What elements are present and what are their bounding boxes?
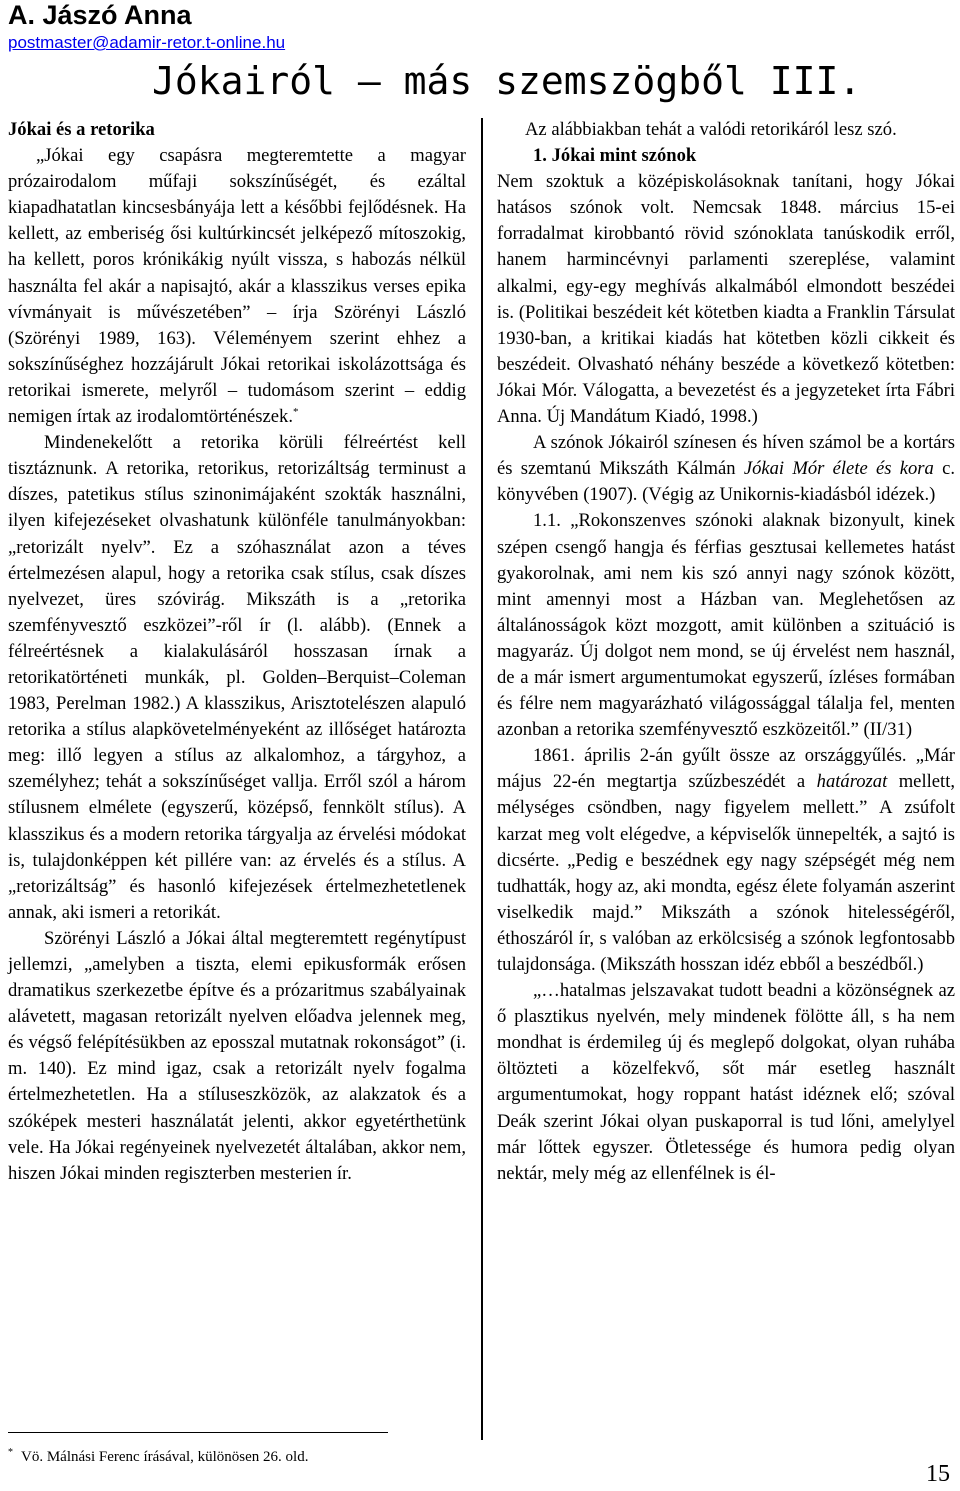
paragraph: Az alábbiakban tehát a valódi retorikáról lesz szó. (525, 119, 897, 140)
author-email-link[interactable]: postmaster@adamir-retor.t-online.hu (8, 33, 286, 52)
paragraph: „…hatalmas jelszavakat tudott beadni a közönségnek az ő plasztikus nyelvén, mely mindenek fölötte áll, s ha nem mondhat is érdemileg új és meglepő dolgokat, olyan ruhába öltözteti a közelfekvő, sőt már esetleg használt argumentumokat, hogy roppant hatást idéznek elő; szóval Deák szerint Jókai olyan puskaporral is tud lőni, amelylyel már lőttek egyszer. Ötletessége és humora pedig olyan nektár, mely még az ellenfélnek is él- (497, 980, 955, 1184)
book-title: Jókai Mór élete és kora (743, 458, 934, 480)
paragraph (497, 743, 955, 978)
paragraph-text: „Jókai egy csapásra megteremtette a magyar prózairodalom műfaji sokszínűségét, és ezáltal kiapadhatatlan kincsesbányája lett a későbbi fejlődésnek. Ha kellett, az emberiség ősi kultúrkincsét jelképező mítoszokig, ha kellett, poros krónikákig nyúlt vissza, s habozás nélkül használta fel akár a napisajtó, akár a klasszikus verses epika vívmányait is művészetében” – írja Szörényi László (Szörényi 1989, 163). Véleményem szerint ehhez a sokszínűséghez hozzájárult Jókai retorikai iskolázottsága és retorikai ismerete, melyről – tudomásom szerint – eddig nemigen írtak az irodalomtörténészek. (8, 145, 466, 428)
left-column (8, 117, 466, 1187)
section-heading: Jókai és a retorika (8, 119, 155, 140)
footnote-reference[interactable]: * (293, 405, 299, 418)
article-title: Jókairól – más szemszögből III. (152, 59, 862, 103)
footnote-text: Vö. Málnási Ferenc írásával, különösen 26. old. (21, 1449, 309, 1465)
paragraph: Szörényi László a Jókai által megteremtett regénytípust jellemzi, „amelyben a tiszta, elemi epikusformák erősen dramatikus szerkezetbe építve és a prózaritmus szabályainak alávetett, magasan retorizált nyelven előadva jelennek meg, és végső felépítésükben az eposszal mutatnak rokonságot” (i. m. 140). Ez mind igaz, csak a retorizált nyelv fogalma értelmezhetetlen. Ha a stíluseszközök, az alakzatok és a szóképek mesteri használatát jelenti, akkor egyetérthetünk vele. Ha Jókai regényeinek nyelvezetét általában, akkor nem, hiszen Jókai minden regiszterben mesterien ír. (8, 927, 466, 1184)
paragraph (497, 430, 955, 508)
paragraph: Nem szoktuk a középiskolásoknak tanítani, hogy Jókai hatásos szónok volt. Nemcsak 1848. március 15-ei forradalmat kirobbantó rövid szónoklata tanúskodik erről, hanem harmincévnyi parlamenti szereplése, valamint alkalmi, egy-egy meghívás alkalmából elmondott beszédei is. (Politikai beszédeit két kötetben kiadta a Franklin Társulat 1930-ban, a kritikai kiadás hat kötetben közli cikkeit és beszédeit. Olvasható néhány beszéde a következő kötetben: Jókai Mór. Válogatta, a bevezetést és a jegyzeteket írta Fábri Anna. Új Mandátum Kiadó, 1998.) (497, 171, 955, 428)
emphasis: határozat (816, 771, 888, 793)
paragraph-text: c. könyvében (1907). (Végig az Unikornis-kiadásból idézek.) (497, 458, 956, 506)
footnote (8, 1444, 468, 1466)
column-divider (481, 118, 483, 1440)
paragraph-text: A szónok Jókairól színesen és híven számol be a kortárs és szemtanú Mikszáth Kálmán (497, 432, 955, 480)
right-column (497, 117, 955, 1187)
paragraph: Mindenekelőtt a retorika körüli félreértést kell tisztáznunk. A retorika, retorikus, retorizáltság terminust a díszes, patetikus stílus szinonimájaként szokták használni, ilyen kifejezéseket olvashatunk különféle tanulmányokban: „retorizált nyelv”. Ez a szóhasználat azon a téves értelmezésen alapul, hogy a retorika csak stílus, csak díszes nyelvezet, üres szóvirág. Mikszáth is a „retorika szemfényvesztő eszközei”-ről ír (l. alább). (Ennek a félreértésnek a kialakulásáról hosszasan írnak a retorikatörténeti munkák, pl. Golden–Berquist–Coleman 1983, Perelman 1982.) A klasszikus, Arisztotelészen alapuló retorika a stílus alapkövetelményeként az illőséget határozta meg: illő legyen a stílus az alkalomhoz, a tárgyhoz, a személyhez; tehát a sokszínűséget vallja. Erről szól a három stílusnem elmélete (egyszerű, középső, fennkölt stílus). A klasszikus és a modern retorika tárgyalja az érvelési módokat is, tulajdonképpen két pillére van: az érvelés és a stílus. A „retorizáltság” és hasonló kifejezések értelmezhetetlenek annak, aki ismeri a retorikát. (8, 432, 466, 923)
paragraph: 1.1. „Rokonszenves szónoki alaknak bizonyult, kinek szépen csengő hangja és férfias gesztusai kellemetes hatást gyakorolnak, ami nem kis szó annyi nagy szónok között, mint amennyi most a Házban van. Meglehetősen az általánosságok közt mozgott, amit különben a szituáció is magyaráz. Új dolgot nem mond, se új érvelést nem használ, de a már ismert argumentumokat egyszerű, ízléses formában és félre nem magyarázható világossággal tálalja fel, menten azonban a retorika szemfényvesztő eszközeitől.” (II/31) (497, 510, 955, 741)
footnote-rule (8, 1432, 388, 1433)
page-number: 15 (926, 1461, 950, 1487)
section-heading: 1. Jókai mint szónok (533, 145, 697, 167)
paragraph (8, 143, 466, 430)
footnote-mark: * (8, 1447, 13, 1458)
author-name: A. Jászó Anna (8, 0, 192, 30)
paragraph-text: 1861. április 2-án gyűlt össze az országgyűlés. „Már május 22-én megtartja szűzbeszédét a (497, 745, 955, 793)
paragraph-text: mellett, mélységes csöndben, nagy figyelem mellett.” A zsúfolt karzat meg volt elégedve, a képviselők ünnepelték, a sajtó is dicsérte. „Pedig e beszédnek egy nagy szépségét még nem tudhatták, hogy az, aki mondta, egész élete folyamán aszerint viselkedik majd.” Mikszáth a szónok hitelességéről, éthoszáról ír, s valóban az erkölcsiség a szónok legfontosabb tulajdonsága. (Mikszáth hosszan idéz ebből a beszédből.) (497, 771, 956, 975)
